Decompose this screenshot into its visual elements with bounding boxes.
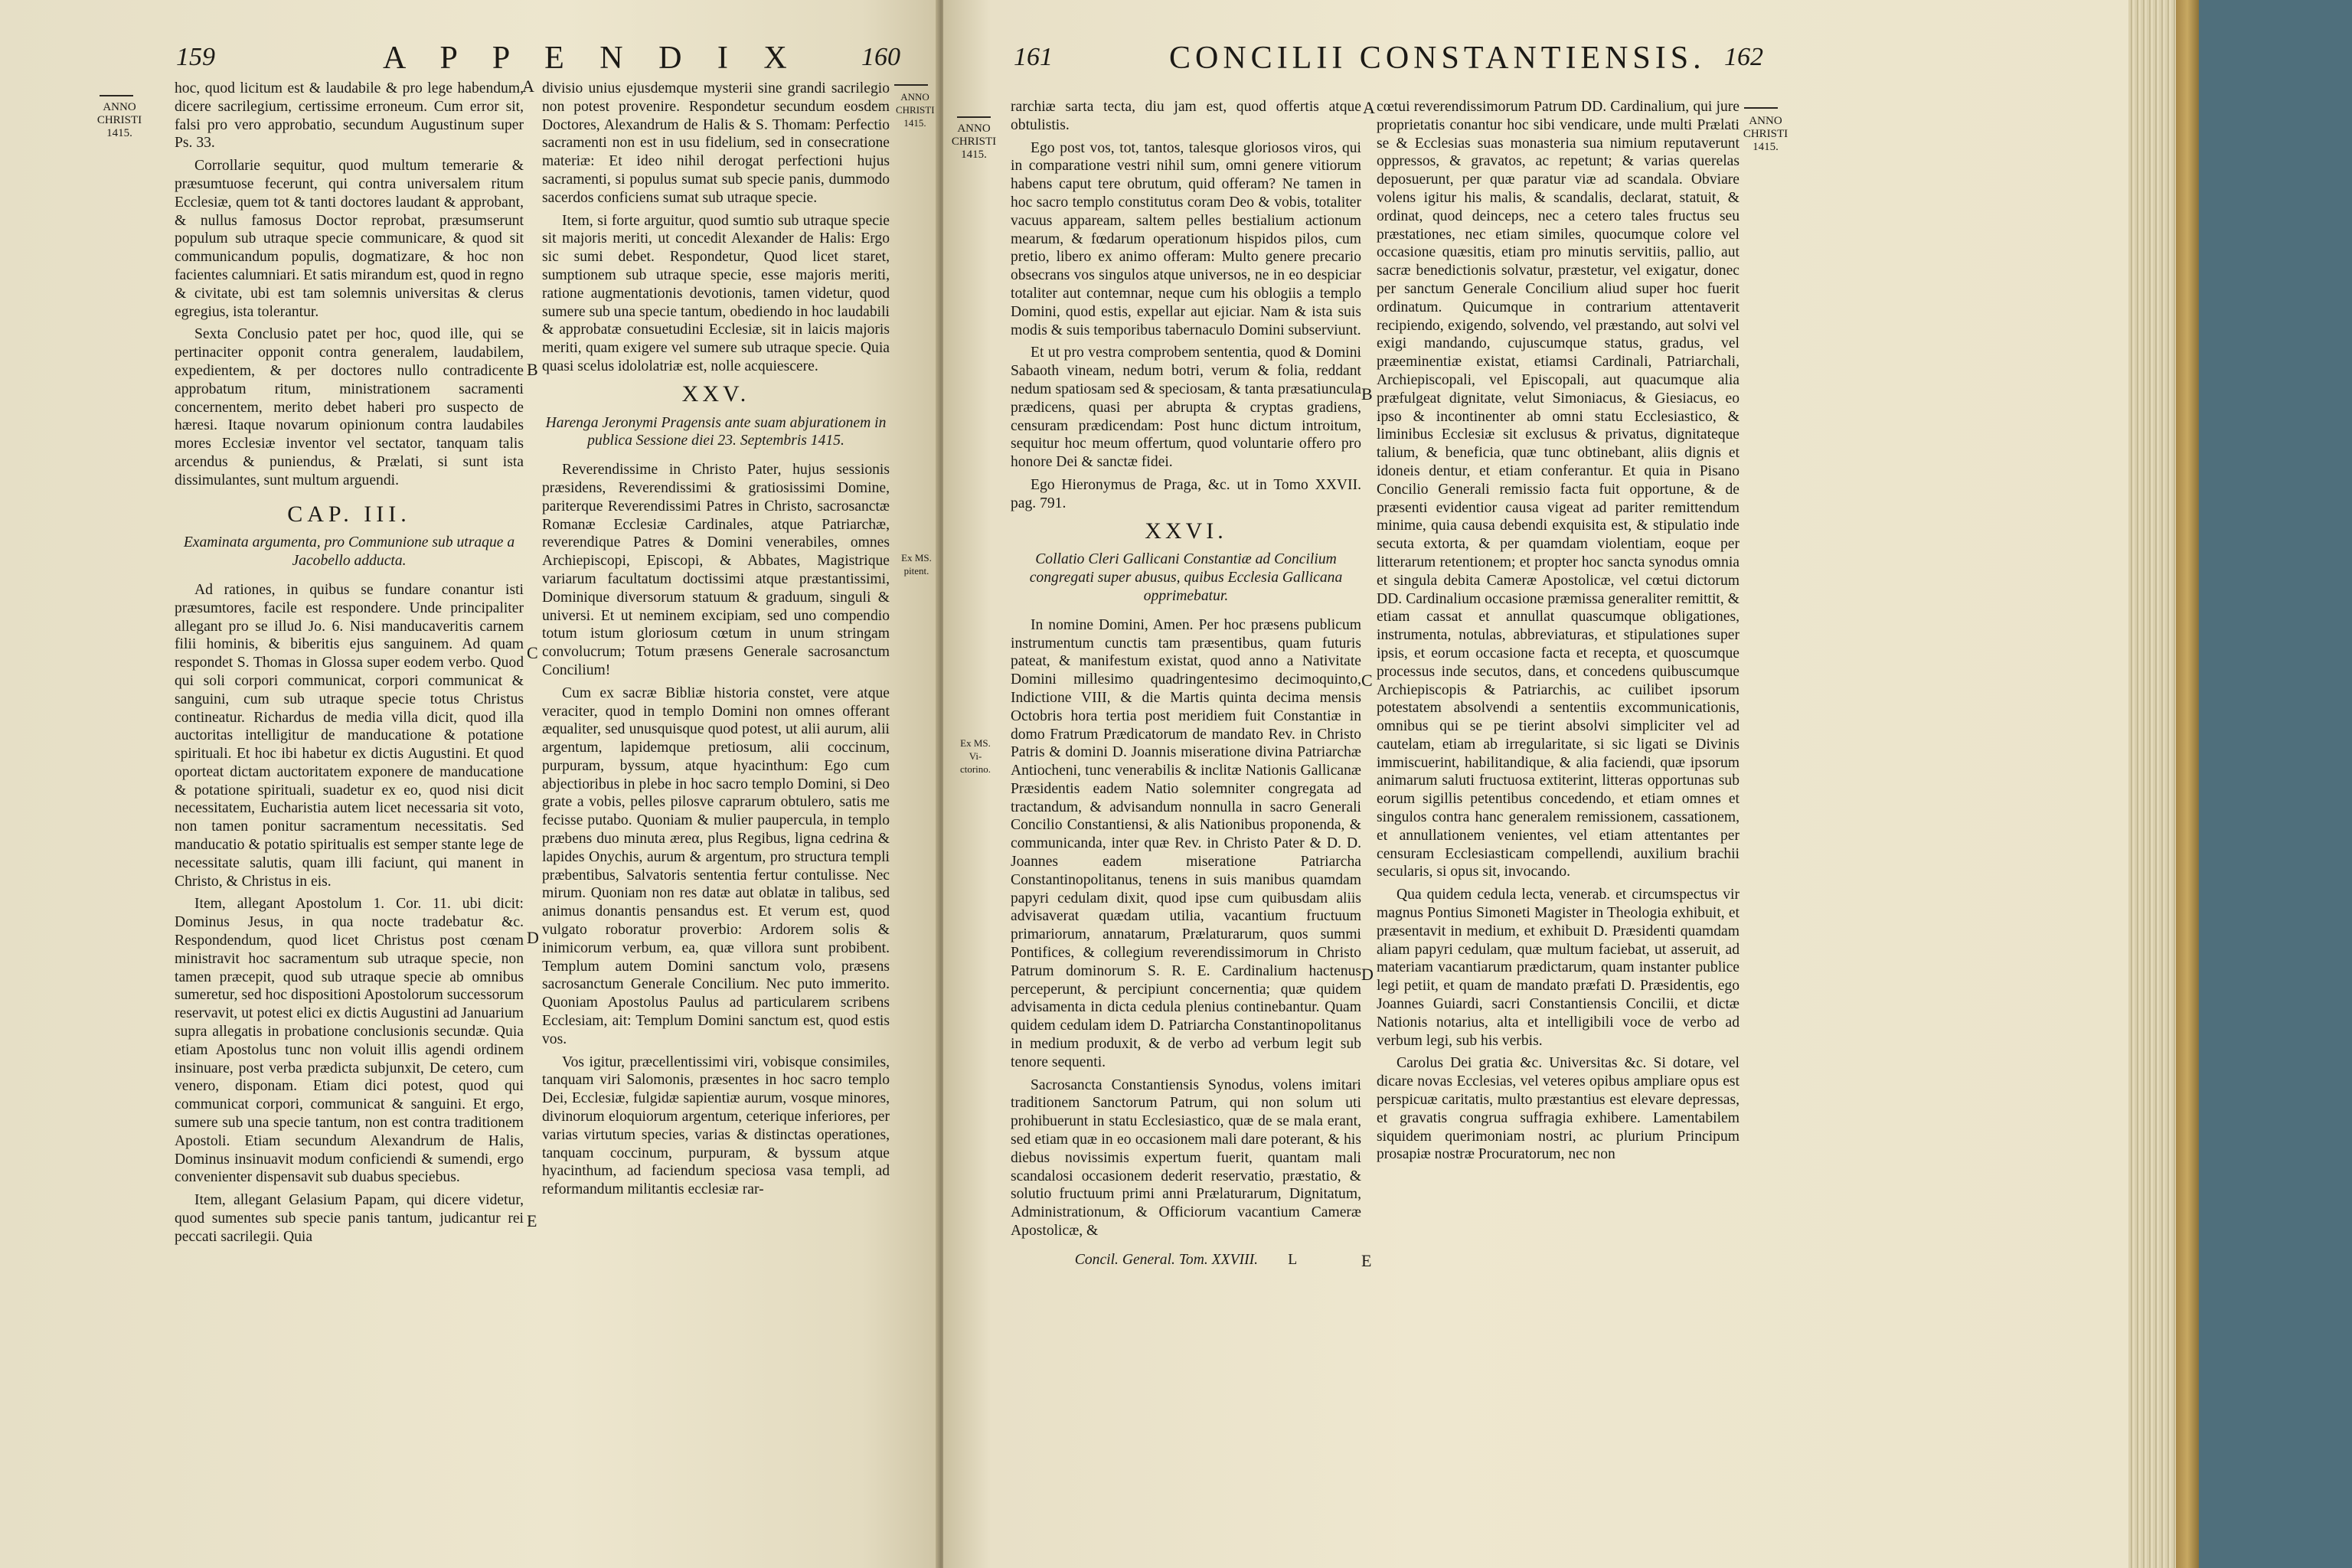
running-title: A P P E N D I X bbox=[383, 41, 801, 76]
paragraph: Carolus Dei gratia &c. Universitas &c. Si dotare, vel dicare novas Ecclesias, vel veteres opibus ampliare opus est perspicuæ caritatis, multo præstantius est elevare depressas, et gravatis congrua suffragia exhibere. Lamentabilem siquidem querimoniam nostri, ac plurium Principum prosapiæ nostræ Procuratorum, nec non bbox=[1377, 1055, 1740, 1163]
margin-note-source: Ex MS. Vi-ctorino. bbox=[959, 737, 991, 775]
marginal-rule bbox=[1744, 107, 1778, 109]
section-letter: E bbox=[1361, 1251, 1372, 1270]
running-title: CONCILII CONSTANTIENSIS. bbox=[1169, 41, 1706, 76]
section-letter: A bbox=[1363, 98, 1375, 117]
marginal-rule bbox=[894, 84, 928, 86]
page-number: 162 bbox=[1724, 43, 1763, 71]
paragraph: rarchiæ sarta tecta, diu jam est, quod offertis atque obtulistis. bbox=[1011, 99, 1361, 133]
document-rubric: Harenga Jeronymi Pragensis ante suam abjurationem in publica Sessione diei 23. Septembris 1415. bbox=[545, 414, 887, 449]
document-number: XXVI. bbox=[1145, 518, 1227, 544]
paragraph: Item, allegant Apostolum 1. Cor. 11. ubi dicit: Dominus Jesus, in qua nocte tradebatur &c. Respondendum, quod licet Christus post cœnam ministravit hoc sacramentum sub utraque specie, non tamen præcepit, quod sub utraque specie ab omnibus sumeretur, sed hoc dispositioni Apostolorum successorum reservavit, ut potest elici ex dictis Augustini ad Januarium supra allegatis in probatione conclusionis secundæ. Quia etiam Apostolus tunc non voluit illis agendi ordinem insinuare, post verba prædicta subjunxit, De cetero, cum venero, disponam. Etiam dici potest, quod qui communicat corpori, communicat & sanguini. Et ergo, sumere sub una specie tantum, non est contra traditionem Apostoli. Etiam secundum Alexandrum de Halis, Dominus insinuavit modum conficiendi & sumendi, ergo convenienter dispensavit sub duabus speciebus. bbox=[175, 896, 524, 1186]
chapter-rubric: Examinata argumenta, pro Communione sub utraque a Jacobello adducta. bbox=[183, 534, 515, 570]
left-page bbox=[0, 0, 937, 1568]
paragraph: Sexta Conclusio patet per hoc, quod ille, qui se pertinaciter opponit contra generalem, laudabilem, expedientem, & per doctores nullo contradicente approbatum ritum, ministrationem sacramenti concernentem, merito debet haberi pro suspecto de hæresi. Itaque novarum opinionum contra laudabiles mores Ecclesiæ inventor vel sectator, tanquam talis arcendus & puniendus, & Prælati, si sunt ista dissimulantes, sunt multum arguendi. bbox=[175, 326, 524, 488]
paragraph: Sacrosancta Constantiensis Synodus, volens imitari traditionem Sanctorum Patrum, qui non solum uti prohibuerunt in statu Ecclesiastico, quæ de se mala erant, sed etiam quæ in eo occasionem mali dare poterant, & his diebus novissimis expertum fuerit, quantam mali scandalosi occasionem dederit reservatio, præstatio, & solutio fructuum primi anni Prælaturarum, Dignitatum, Administrationum, & Officiorum vacantium Cameræ Apostolicæ, & bbox=[1011, 1076, 1361, 1240]
marginal-rule bbox=[100, 95, 133, 96]
page-edges bbox=[2128, 0, 2176, 1568]
paragraph: Item, si forte arguitur, quod sumtio sub utraque specie sit majoris meriti, ut concedit Alexander de Halis: Ergo sic sumi debet. Respondetur, Quod licet staret, sumptionem sub utraque specie, esse majoris meriti, ratione augmentationis devotionis, tamen videtur, quod sumere sub una specie tantum, obediendo in hoc laudabili & approbatæ consuetudini Ecclesiæ, sit in laicis majoris meriti, quam exigere vel sumere sub utraque specie. Quia quasi scelus idololatriæ est, nolle acquiescere. bbox=[542, 212, 890, 374]
margin-note-year: ANNO CHRISTI 1415. bbox=[951, 122, 997, 161]
paragraph: hoc, quod licitum est & laudabile & pro lege habendum, dicere sacrilegium, certissime erroneum. Cum error sit, falsi pro vero approbatio, secundum Augustinum super Ps. 33. bbox=[175, 80, 524, 152]
section-letter: B bbox=[1361, 384, 1373, 403]
document-rubric: Collatio Cleri Gallicani Constantiæ ad Concilium congregati super abusus, quibus Ecclesia Gallicana opprimebatur. bbox=[1029, 551, 1343, 604]
margin-note-year: ANNO CHRISTI 1415. bbox=[1743, 115, 1788, 153]
margin-note-source: Ex MS. pitent. bbox=[901, 552, 932, 577]
section-letter: D bbox=[1361, 965, 1374, 984]
chapter-heading: CAP. III. bbox=[287, 501, 411, 527]
right-page-column-1 bbox=[1011, 98, 1361, 1269]
document-number: XXV. bbox=[681, 381, 750, 407]
section-letter: B bbox=[527, 360, 538, 379]
paragraph: In nomine Domini, Amen. Per hoc præsens publicum instrumentum cunctis tam præsentibus, quam futuris pateat, & manifestum existat, quod anno a Nativitate Domini millesimo quadringentesimo decimoquinto, Indictione VIII, & die Martis quinta decima mensis Octobris hora tertia post meridiem fuit Constantiæ in domo Fratrum Prædicatorum de mandato Rev. in Christo Patris & domini D. Joannis miseratione divina Patriarchæ Antiocheni, tunc venerabilis & inclitæ Nationis Gallicanæ Præsidentis eadem Natio solemniter congregata ad tractandum, & advisandum nonnulla in sacro Generali Concilio Constantiensi, & alis Nationibus proponenda, & communicanda, inter quæ Rev. in Christo Pater & D. D. Joannes eadem miseratione Patriarcha Constantinopolitanus, tenens in suis manibus quamdam papyri cedulam dixit, quod ipse cum quibusdam aliis advisaverat quædam utilia, vacantium fructuum primariorum, annatarum, Prælaturarum, quos summi Pontifices, & collegium reverendissimorum in Christo Patrum dominorum S. R. E. Cardinalium hactenus perceperunt, & percipiunt concernentia; quæ quidem advisamenta in dicta cedula plenius continebantur. Quam quidem cedulam idem D. Patriarcha Constantinopolitanus in medium produxit, & de verbo ad verbum legit sub tenore sequenti. bbox=[1011, 616, 1361, 1070]
left-page-column-1 bbox=[175, 80, 524, 1251]
paragraph: Reverendissime in Christo Pater, hujus sessionis præsidens, Reverendissimi & gratiosissimi Domine, pariterque Reverendissimi Patres in Christo, sacrosanctæ Romanæ Ecclesiæ Cardinales, atque Patriarchæ, reverendique Patres & Domini venerabiles, omnes Archiepiscopi, Episcopi, & Abbates, Magistrique variarum facultatum doctissimi atque præstantissimi, Dominique diversorum statuum & graduum, singuli & universi. Et ut neminem excipiam, sed uno compendio totum istum gloriosum cœtum in unum stringam convolucrum; Totum præsens Generale sacrosanctum Concilium! bbox=[542, 462, 890, 678]
section-letter: E bbox=[527, 1211, 537, 1230]
section-letter: A bbox=[522, 77, 534, 96]
left-page-column-2 bbox=[542, 80, 890, 1204]
paragraph: Corrollarie sequitur, quod multum temerarie & præsumtuose fecerunt, qui contra universalem ritum Ecclesiæ, quem tot & tanti doctores laudant & approbant, & nullus famosus Doctor reprobat, præsumserunt populum sub utraque specie communicare, & quod sit communicandum populis, dogmatizare, & hoc non facientes calumniari. Et satis mirandum est, quod in regno & civitate, ubi est tam solemnis universitas & clerus egregius, ista tolerantur. bbox=[175, 158, 524, 320]
paragraph: Ego post vos, tot, tantos, talesque gloriosos viros, qui in comparatione vestri nihil sum, omni genere vitiorum habens caput tere obrutum, quid offeram? Ne tamen in hoc sacro templo constitutus coram Deo & vobis, totaliter vacuus appaream, saltem pelles bestialium actionum mearum, & fœdarum operationum hispidos pilos, cum pretio, libero ex animo offeram: Multo genere precario obsecrans vos singulos atque universos, ne in eo despiciar totaliter aut contemnar, neque cum his oblogiis a templo Domini, quod estis, expellar aut ejiciar. Nam & ista suis modis & suis temporibus tabernaculo Domini subserviunt. bbox=[1011, 139, 1361, 338]
paragraph: cœtui reverendissimorum Patrum DD. Cardinalium, qui jure proprietatis conantur hoc sibi vendicare, unde multi Prælati se & Ecclesias suas monasteria sua nimium reputaverunt oppressos, & gravatos, ac repetunt; & varias querelas deposuerunt, per quæ paratur viæ ad scandala. Obviare volens igitur his malis, & scandalis, declarat, statuit, & ordinat, quod deinceps, nec a cetero tales fructus seu præstationes, nec etiam similes, quocumque colore vel occasione quæsitis, etiam pro minutis servitiis, pallio, aut sacræ benedictionis solvatur, præstetur, vel exigatur, donec per sanctum Generale Concilium aliud super hoc fuerit ordinatum. Quicumque in contrarium attentaverit recipiendo, exigendo, solvendo, vel præstando, aut solvi vel exigi mandando, cujuscumque status, gradus, vel præeminentiæ existat, etiamsi Cardinali, Patriarchali, Archiepiscopali, vel Episcopali, aut quacumque alia præfulgeat dignitate, velut Simoniacus, & Giesiacus, eo ipso & incontinenter ab omni statu Ecclesiastico, & liminibus Ecclesiæ sit exclusus & privatus, dignitateque talium, & beneficia, quæ tunc obtinebant, aliis dignis et idoneis dentur, et etiam conferantur. Et quia in Pisano Concilio Generali remissio facta fuit opportune, & de præsenti evidentior causa vigeat ad pariter remittendum minime, quia causa debendi exquisita est, & stipulatio inde secuta extorta, & per quamdam violentiam, eoque per litterarum retentionem; et propter hoc sancta synodus omnia et singula debita Cameræ Apostolicæ, vel cœtui dictorum DD. Cardinalium occasione præmissa generaliter remittit, & etiam cassat et annullat quascumque obligationes, instrumenta, notulas, abbreviaturas, et stipulationes super ipsis, et eorum occasione facta et recepta, et quoscumque processus inde secutos, dans, et concedens quibuscumque Archiepiscopis & Patriarchis, ac cuilibet ipsorum potestatem absolvendi a sententiis excommunicationis, omnibus qui se pe tierint absolvi simpliciter vel ad cautelam, etiam ab irregularitate, si sic ligati se Divinis immiscuerint, habilitandique, & alia faciendi, quæ ipsorum animarum saluti fructuosa extiterint, litteras opportunas sub eorum sigillis petentibus concedendo, et etiam omnes et singulos contra hanc generalem remissionem, cassationem, et annullationem venientes, vel etiam attentantes per censuram Ecclesiasticam compellendi, auxilium brachii secularis, si opus sit, invocando. bbox=[1377, 99, 1740, 880]
paragraph: Item, allegant Gelasium Papam, qui dicere videtur, quod sumentes sub specie panis tantum, judicantur rei peccati sacrilegii. Quia bbox=[175, 1192, 524, 1245]
section-letter: D bbox=[527, 928, 539, 947]
marginal-rule bbox=[957, 116, 991, 118]
section-letter: C bbox=[527, 643, 538, 662]
signature-line bbox=[1011, 1251, 1361, 1269]
gilt-fore-edge bbox=[2176, 0, 2199, 1568]
paragraph: Et ut pro vestra comprobem sententia, quod & Domini Sabaoth vineam, nedum botri, verum & folia, reddant nedum spatiosam sed & speciosam, & tanta præsatiuncula prædicens, quasi per abrupta & cryptas gradiens, censuram prædicendam: Post hunc dictum introitum, sequitur hoc meum offertum, quod voluntarie offero pro honore Dei & sanctæ fidei. bbox=[1011, 345, 1361, 471]
signature-mark: L bbox=[1288, 1251, 1298, 1268]
right-page bbox=[943, 0, 2128, 1568]
margin-note-year: ANNO CHRISTI 1415. bbox=[896, 91, 935, 129]
signature-text: Concil. General. Tom. XXVIII. bbox=[1074, 1251, 1259, 1268]
right-page-column-2 bbox=[1377, 98, 1740, 1168]
margin-note-year: ANNO CHRISTI 1415. bbox=[96, 101, 142, 139]
paragraph: Ad rationes, in quibus se fundare conantur isti præsumtores, facile est respondere. Unde principaliter allegant pro se illud Jo. 6. Nisi manducaveritis carnem filii hominis, & biberitis ejus sanguinem. Ad quam respondet S. Thomas in Glossa super eodem verbo. Quod qui soli corpori communicat, corpori communicat & sanguini, cum sub utraque specie totus Christus contineatur. Richardus de media villa dicit, quod illa auctoritas intelligitur de manducatione & potatione spirituali. Et hoc ibi habetur ex dictis Augustini. Et quod oporteat dictam auctoritatem exponere de manducatione & potatione spirituali, suadetur ex eo, quod nisi dicit necessitatem, Eucharistia autem licet necessaria sit voto, non tamen ponitur sacramentum necessitatis. Sed manducatio & potatio spiritualis est semper stante lege de necessitate salutis, quam illi faciunt, qui manent in Christo, & Christus in eis. bbox=[175, 581, 524, 890]
page-number: 160 bbox=[861, 43, 900, 71]
paragraph: Cum ex sacræ Bibliæ historia constet, vere atque veraciter, quod in templo Domini non omnes offerant æqualiter, sed unusquisque quod potest, ut alii aurum, alii argentum, lapidemque pretiosum, alii coccinum, purpuram, byssum, atque hyacinthum: Ego cum abjectioribus in plebe in hoc sacro templo Domini, si Deo grate a vobis, pelles pilosve caprarum obtulero, satis me fecisse putabo. Quoniam & mulier paupercula, in templo præbens duo minuta æreα, plus Regibus, ligna cedrina & lapides Onychis, aurum & argentum, pro structura templi præbentibus, Salvatoris sententia fertur contulisse. Nec mirum. Quoniam non res datæ aut oblatæ in talibus, sed animus donantis pensandus est. Et verum est, quod vulgato roboratur proverbio: Ardorem solis & inimicorum verbum, ea, quæ villora sunt probibent. Templum autem Domini sanctum volo, præsens sacrosanctum Generale Concilium. Nec puto immerito. Quoniam Apostolus Paulus ad particularem scribens Ecclesiam, ait: Templum Domini sanctum est, quod estis vos. bbox=[542, 684, 890, 1047]
paragraph: divisio unius ejusdemque mysterii sine grandi sacrilegio non potest provenire. Respondetur secundum eosdem Doctores, Alexandrum de Halis & S. Thomam: Perfectio sacramenti non est in usu fidelium, sed in consecratione materiæ: Et ideo nihil derogat perfectioni hujus sacramenti, si populus sumat sub specie panis, dummodo sacerdos conficiens sumat sub utraque specie. bbox=[542, 80, 890, 206]
page-number: 159 bbox=[176, 43, 215, 71]
paragraph: Qua quidem cedula lecta, venerab. et circumspectus vir magnus Pontius Simoneti Magister in Theologia exhibuit, et præsentavit in medium, et exhibuit D. Præsidenti quamdam aliam papyri cedulam, quæ multum faciebat, ut asseruit, ad materiam vacantiarum prædictarum, quam instanter publice legi petiit, et quam de mandato præfati D. Præsidentis, ego Joannes Guiardi, sacri Constantiensis Concilii, et dictæ Nationis notarius, alta et intelligibili voce de verbo ad verbum legi, sub his verbis. bbox=[1377, 887, 1740, 1049]
page-number: 161 bbox=[1014, 43, 1053, 71]
paragraph: Vos igitur, præcellentissimi viri, vobisque consimiles, tanquam viri Salomonis, præsentes in hoc sacro templo Dei, Ecclesiæ, fulgidæ sapientiæ aurum, vosque minores, divinorum eloquiorum argentum, ceterique inferiores, per varias virtutum species, varias & distinctas operationes, tanquam coccinum, purpuram, & byssum atque hyacinthum, ad faciendum speciosa vasa templi, ad reformandum militantis ecclesiæ rar- bbox=[542, 1054, 890, 1198]
paragraph: Ego Hieronymus de Praga, &c. ut in Tomo XXVII. pag. 791. bbox=[1011, 476, 1361, 511]
section-letter: C bbox=[1361, 671, 1373, 690]
